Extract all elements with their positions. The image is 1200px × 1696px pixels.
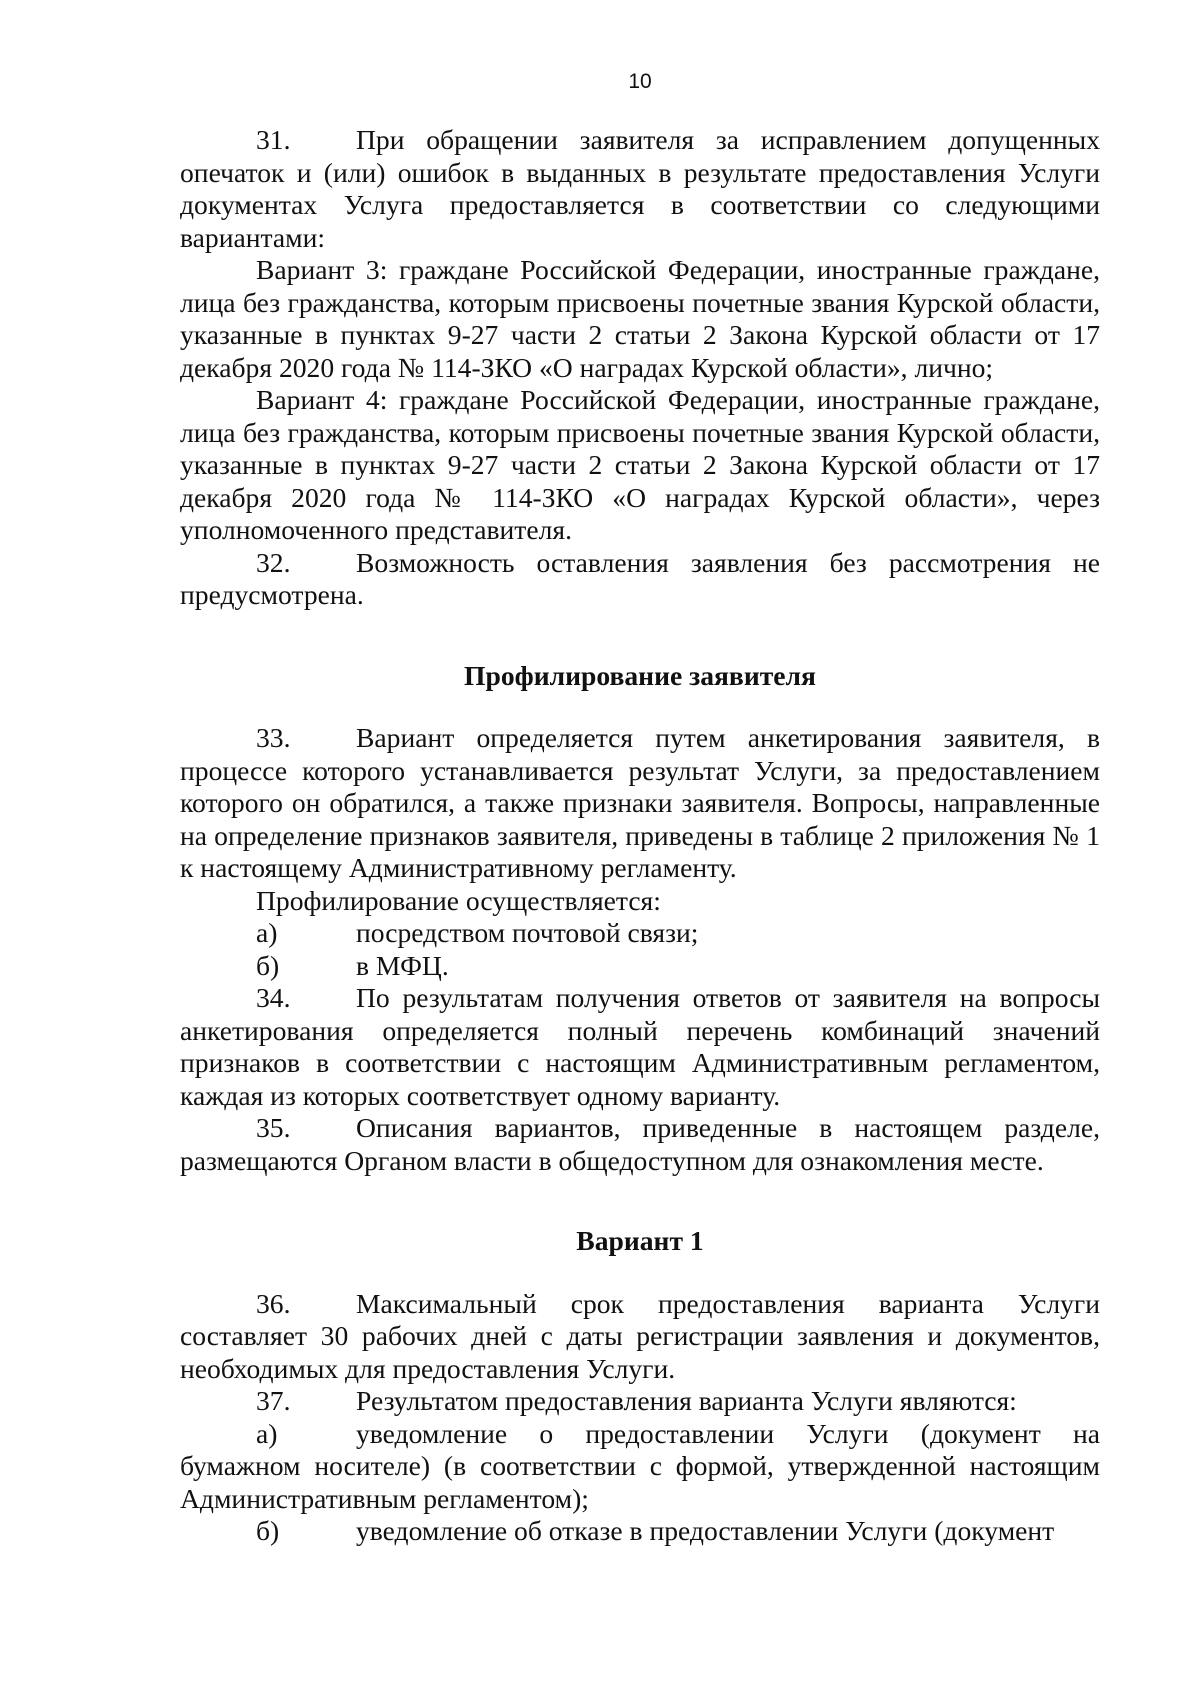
list-label: б) [256, 1515, 280, 1546]
paragraph-33 [180, 722, 1100, 885]
paragraph-text: Результатом предоставления варианта Услуги являются: [356, 1385, 1017, 1416]
list-text: уведомление о предоставлении Услуги (документ на бумажном носителе) (в соответствии с формой, утвержденной настоящим Административным регламентом); [180, 1417, 1100, 1514]
page-number: 10 [628, 70, 652, 93]
paragraph-number: 36. [256, 1287, 291, 1319]
profiling-item-b [180, 950, 1100, 983]
paragraph-36 [180, 1288, 1100, 1386]
profiling-item-a [180, 917, 1100, 950]
paragraph-number: 32. [256, 546, 291, 578]
paragraph-35 [180, 1112, 1100, 1177]
paragraph-number: 34. [256, 982, 291, 1013]
paragraph-text: Описания вариантов, приведенные в настоящем разделе, размещаются Органом власти в общедоступном для ознакомления месте. [180, 1112, 1100, 1176]
list-label: а) [256, 1417, 278, 1449]
paragraph-37 [180, 1385, 1100, 1418]
result-item-b [180, 1515, 1100, 1548]
section-heading-profiling: Профилирование заявителя [464, 659, 816, 691]
paragraph-text: Вариант определяется путем анкетирования заявителя, в процессе которого устанавливается результат Услуги, за предоставлением которого он обратился, а также признаки заявителя. Вопросы, направленные на определение признаков заявителя, приведены в таблице 2 приложения № 1 к настоящему Административному регламенту. [180, 722, 1100, 883]
variant-3-text: Вариант 3: граждане Российской Федерации, иностранные граждане, лица без гражданства, которым присвоены почетные звания Курской области, указанные в пунктах 9-27 части 2 статьи 2 Закона Курской области от 17 декабря 2020 года № 114-ЗКО «О наградах Курской области», лично; [180, 254, 1100, 383]
paragraph-number: 31. [256, 124, 291, 155]
section-heading-variant-1: Вариант 1 [576, 1225, 704, 1256]
paragraph-31 [180, 124, 1100, 254]
paragraph-text: По результатам получения ответов от заявителя на вопросы анкетирования определяется полный перечень комбинаций значений признаков в соответствии с настоящим Административным регламентом, каждая из которых соответствует одному варианту. [180, 982, 1100, 1111]
list-text: в МФЦ. [356, 949, 449, 981]
paragraph-text: При обращении заявителя за исправлением допущенных опечаток и (или) ошибок в выданных в результате предоставления Услуги документах Услуга предоставляется в соответствии со следующими вариантами: [180, 124, 1100, 253]
variant-4-text: Вариант 4: граждане Российской Федерации, иностранные граждане, лица без гражданства, которым присвоены почетные звания Курской области, указанные в пунктах 9-27 части 2 статьи 2 Закона Курской области от 17 декабря 2020 года № 114-ЗКО «О наградах Курской области», через уполномоченного представителя. [180, 384, 1100, 545]
paragraph-text: Возможность оставления заявления без рассмотрения не предусмотрена. [180, 546, 1100, 610]
paragraph-34 [180, 982, 1100, 1112]
list-text: уведомление об отказе в предоставлении Услуги (документ [356, 1515, 1055, 1546]
paragraph-number: 37. [256, 1385, 291, 1416]
result-item-a [180, 1418, 1100, 1516]
document-page [180, 60, 1100, 1548]
list-text: посредством почтовой связи; [356, 917, 699, 948]
paragraph-32 [180, 547, 1100, 612]
profiling-intro: Профилирование осуществляется: [256, 884, 661, 916]
list-label: б) [256, 949, 280, 981]
paragraph-number: 35. [256, 1112, 291, 1143]
paragraph-number: 33. [256, 722, 291, 753]
paragraph-text: Максимальный срок предоставления варианта Услуги составляет 30 рабочих дней с даты регистрации заявления и документов, необходимых для предоставления Услуги. [180, 1287, 1100, 1384]
list-label: а) [256, 917, 278, 948]
